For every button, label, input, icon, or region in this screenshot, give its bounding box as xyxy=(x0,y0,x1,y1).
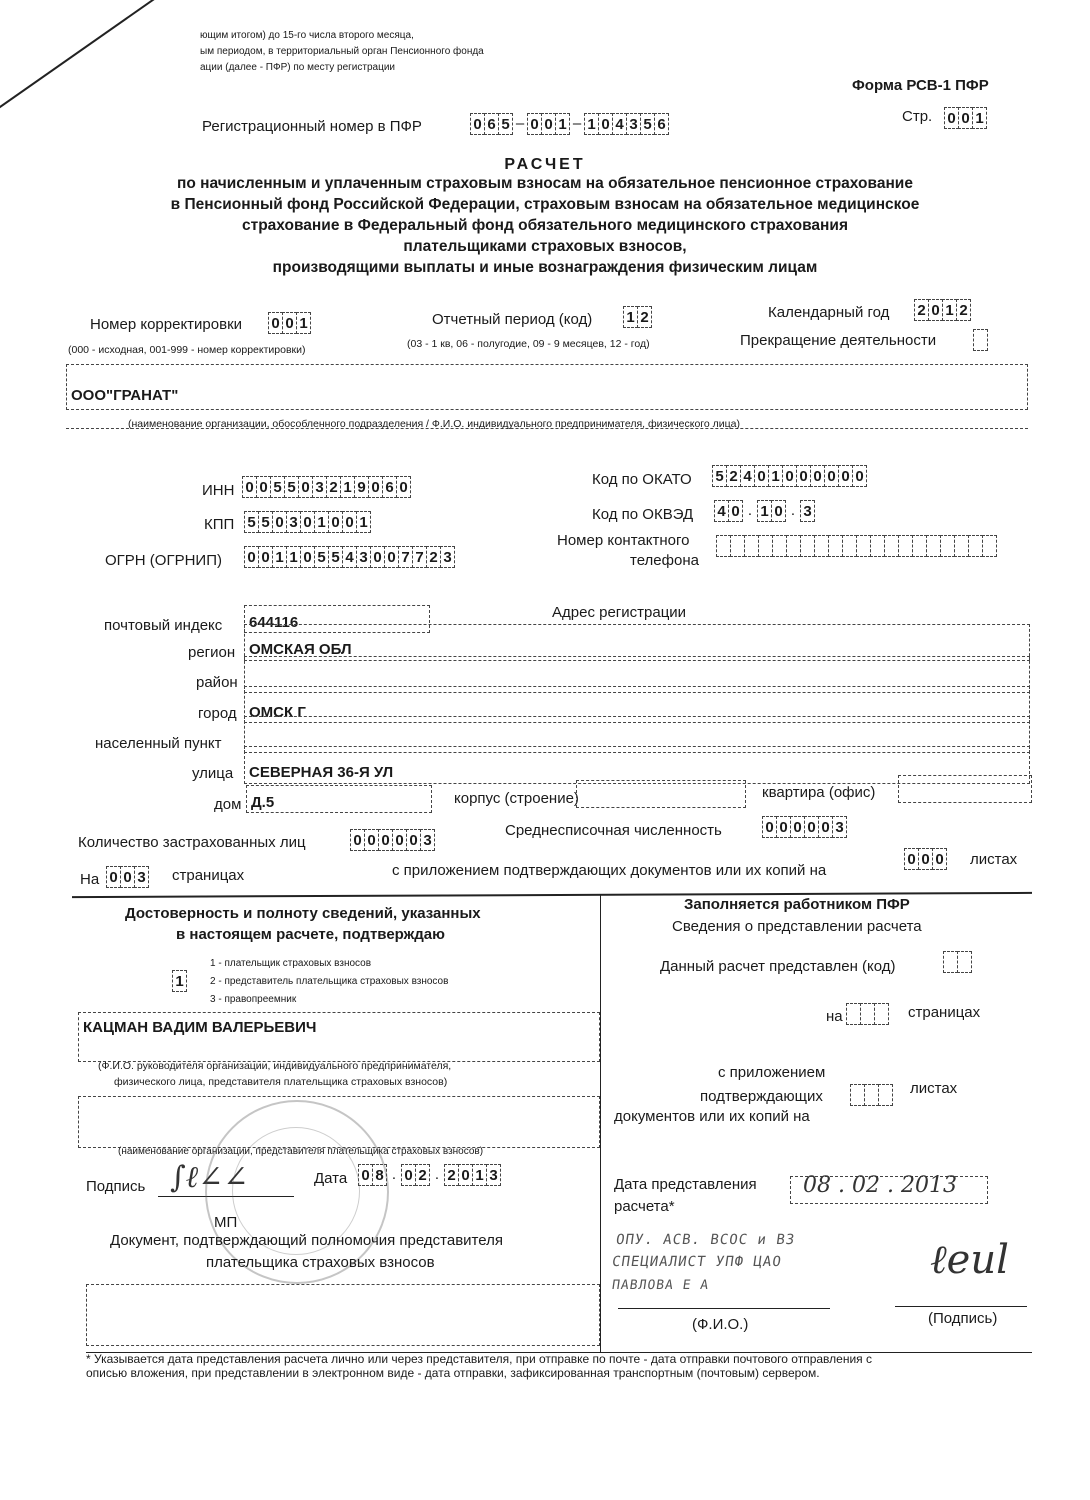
representative-org-hint: (наименование организации, представителя плательщика страховых взносов) xyxy=(118,1146,484,1157)
inn-cells[interactable] xyxy=(242,476,410,498)
empty-cell[interactable] xyxy=(772,535,787,557)
char-cell[interactable]: 5 xyxy=(712,465,727,487)
char-cell[interactable]: 0 xyxy=(384,546,399,568)
pfr-fio-line xyxy=(618,1308,830,1309)
char-cell[interactable]: 6 xyxy=(654,113,669,135)
phone-label-1: Номер контактного xyxy=(557,532,690,549)
attach-suffix: листах xyxy=(970,851,1018,868)
ogrn-label: ОГРН (ОГРНИП) xyxy=(105,552,222,569)
page-number-label: Стр. xyxy=(902,108,933,125)
insured-label: Количество застрахованных лиц xyxy=(78,834,306,851)
title-line-6: производящими выплаты и иные вознаграждения физическим лицам xyxy=(272,259,818,276)
pfr-date-label-1: Дата представления xyxy=(614,1176,757,1193)
pfr-attach-2: подтверждающих xyxy=(700,1088,823,1105)
char-cell[interactable]: 4 xyxy=(612,113,627,135)
char-cell[interactable]: 5 xyxy=(498,113,513,135)
house-field[interactable] xyxy=(246,785,432,813)
char-cell[interactable]: 5 xyxy=(270,476,285,498)
char-cell[interactable]: 1 xyxy=(272,546,287,568)
pfr-pages-cells[interactable] xyxy=(846,1003,888,1025)
pfr-sign-label: (Подпись) xyxy=(928,1310,998,1327)
empty-cell[interactable] xyxy=(716,535,731,557)
char-cell[interactable]: 0 xyxy=(762,816,777,838)
char-cell[interactable]: 0 xyxy=(106,866,121,888)
title-line-4: страхование в Федеральный фонд обязательного медицинского страхования xyxy=(241,217,848,234)
char-cell[interactable]: 4 xyxy=(740,465,755,487)
char-cell[interactable]: 0 xyxy=(904,848,919,870)
title-line-2: по начисленным и уплаченным страховым взносам на обязательное пенсионное страхование xyxy=(177,175,913,192)
pfr-sheets-label: листах xyxy=(910,1080,958,1097)
year-cells[interactable] xyxy=(914,299,970,321)
char-cell[interactable]: 7 xyxy=(412,546,427,568)
signer-fio-hint-2: физического лица, представителя плательщика страховых взносов) xyxy=(114,1076,448,1088)
char-cell[interactable]: 3 xyxy=(286,511,301,533)
empty-cell[interactable] xyxy=(968,535,983,557)
char-cell[interactable]: 2 xyxy=(914,299,929,321)
pfr-stamp-line-2: СПЕЦИАЛИСТ УПФ ЦАО xyxy=(610,1254,783,1270)
char-cell[interactable]: 1 xyxy=(623,306,638,328)
char-cell[interactable]: 3 xyxy=(800,500,815,522)
empty-cell[interactable] xyxy=(856,535,871,557)
cell-separator: . xyxy=(391,1166,397,1183)
empty-cell[interactable] xyxy=(842,535,857,557)
period-label: Отчетный период (код) xyxy=(432,311,593,328)
char-cell[interactable]: 1 xyxy=(286,546,301,568)
confirm-option-3: 3 - правопреемник xyxy=(210,994,297,1005)
char-cell[interactable]: 0 xyxy=(804,816,819,838)
pfr-stamp-line-1: ОПУ. АСВ. ВСОС и ВЗ xyxy=(614,1232,797,1248)
house-value: Д.5 xyxy=(251,794,275,811)
char-cell[interactable]: 4 xyxy=(342,546,357,568)
char-cell[interactable]: 3 xyxy=(832,816,847,838)
pages-suffix: страницах xyxy=(172,867,245,884)
char-cell[interactable]: 0 xyxy=(358,1164,373,1186)
apartment-label: квартира (офис) xyxy=(762,784,876,801)
pages-cells[interactable] xyxy=(106,866,148,888)
title-line-5: плательщиками страховых взносов, xyxy=(403,238,687,255)
pfr-sheets-cells[interactable] xyxy=(850,1084,892,1106)
empty-cell[interactable] xyxy=(744,535,759,557)
char-cell[interactable]: 0 xyxy=(944,107,959,129)
empty-cell[interactable] xyxy=(898,535,913,557)
empty-cell[interactable] xyxy=(926,535,941,557)
confirm-option-2: 2 - представитель плательщика страховых взносов xyxy=(210,976,449,987)
char-cell[interactable]: 3 xyxy=(312,476,327,498)
pfr-date-handwritten: 08 . 02 . 2013 xyxy=(803,1173,957,1198)
char-cell[interactable]: 0 xyxy=(378,829,393,851)
reg-number-cells[interactable] xyxy=(470,113,668,135)
kpp-label: КПП xyxy=(204,516,235,533)
char-cell[interactable]: 2 xyxy=(726,465,741,487)
confirm-heading-2: в настоящем расчете, подтверждаю xyxy=(176,926,445,943)
char-cell[interactable]: 5 xyxy=(284,476,299,498)
char-cell[interactable]: 0 xyxy=(120,866,135,888)
char-cell[interactable]: 2 xyxy=(415,1164,430,1186)
char-cell[interactable]: 0 xyxy=(810,465,825,487)
pfr-date-label-2: расчета* xyxy=(614,1198,675,1215)
signature-label: Подпись xyxy=(86,1178,146,1195)
correction-hint: (000 - исходная, 001-999 - номер корректировки) xyxy=(68,344,306,356)
period-cells[interactable] xyxy=(623,306,651,328)
empty-cell[interactable] xyxy=(730,535,745,557)
char-cell[interactable]: 0 xyxy=(268,312,283,334)
signer-fio-hint-1: (Ф.И.О. руководителя организации, индивидуального предпринимателя, xyxy=(98,1060,452,1072)
char-cell[interactable]: 0 xyxy=(928,299,943,321)
apartment-field[interactable] xyxy=(898,775,1032,803)
char-cell[interactable]: 0 xyxy=(242,476,257,498)
page-number-cells[interactable] xyxy=(944,107,986,129)
char-cell[interactable]: 2 xyxy=(426,546,441,568)
char-cell[interactable]: 0 xyxy=(818,816,833,838)
title-main: РАСЧЕТ xyxy=(504,156,586,173)
authority-doc-label-1: Документ, подтверждающий полномочия представителя xyxy=(110,1232,503,1249)
char-cell[interactable]: 2 xyxy=(637,306,652,328)
header-note-1: ющим итогом) до 15-го числа второго месяца, xyxy=(200,30,414,41)
char-cell[interactable]: 0 xyxy=(342,511,357,533)
correction-cells[interactable] xyxy=(268,312,310,334)
char-cell[interactable]: 1 xyxy=(472,1164,487,1186)
title-line-3: в Пенсионный фонд Российской Федерации, страховым взносам на обязательное медицинское xyxy=(170,196,920,213)
char-cell[interactable]: 0 xyxy=(258,546,273,568)
char-cell[interactable]: 0 xyxy=(272,511,287,533)
empty-cell[interactable] xyxy=(884,535,899,557)
header-note-3: ации (далее - ПФР) по месту регистрации xyxy=(200,62,395,73)
cell-separator: – xyxy=(515,115,525,132)
authority-doc-field[interactable] xyxy=(86,1284,600,1346)
char-cell[interactable]: 0 xyxy=(282,312,297,334)
zip-value: 644116 xyxy=(249,614,299,631)
char-cell[interactable]: 1 xyxy=(172,970,187,992)
cell-separator: . xyxy=(434,1166,440,1183)
char-cell[interactable]: 0 xyxy=(350,829,365,851)
pfr-heading: Заполняется работником ПФР xyxy=(684,896,910,913)
address-heading: Адрес регистрации xyxy=(552,604,687,621)
empty-cell[interactable] xyxy=(800,535,815,557)
empty-cell[interactable] xyxy=(874,1003,889,1025)
signer-fio: КАЦМАН ВАДИМ ВАЛЕРЬЕВИЧ xyxy=(83,1019,317,1036)
authority-doc-label-2: плательщика страховых взносов xyxy=(206,1254,435,1271)
char-cell[interactable]: 0 xyxy=(728,500,743,522)
zip-label: почтовый индекс xyxy=(104,617,223,634)
char-cell[interactable]: 1 xyxy=(768,465,783,487)
sign-date-label: Дата xyxy=(314,1170,348,1187)
char-cell[interactable]: 1 xyxy=(942,299,957,321)
empty-cell[interactable] xyxy=(846,1003,861,1025)
char-cell[interactable]: 0 xyxy=(776,816,791,838)
pfr-submitted-label: Данный расчет представлен (код) xyxy=(660,958,896,975)
header-note-2: ым периодом, в территориальный орган Пенсионного фонда xyxy=(200,46,484,57)
char-cell[interactable]: 8 xyxy=(372,1164,387,1186)
confirm-option-1: 1 - плательщик страховых взносов xyxy=(210,958,372,969)
page-corner-fold xyxy=(0,0,194,122)
organization-name-field[interactable] xyxy=(66,364,1028,410)
char-cell[interactable]: 0 xyxy=(541,113,556,135)
stamp-mp-label: МП xyxy=(214,1214,238,1231)
period-hint: (03 - 1 кв, 06 - полугодие, 09 - 9 месяцев, 12 - год) xyxy=(407,338,650,350)
char-cell[interactable]: 0 xyxy=(370,546,385,568)
char-cell[interactable]: 3 xyxy=(420,829,435,851)
signature-scribble-icon: ∫ℓ∠∠ xyxy=(170,1160,249,1195)
char-cell[interactable]: 0 xyxy=(396,476,411,498)
phone-cells[interactable] xyxy=(716,535,996,557)
char-cell[interactable]: 3 xyxy=(134,866,149,888)
char-cell[interactable]: 0 xyxy=(256,476,271,498)
char-cell[interactable]: 2 xyxy=(444,1164,459,1186)
char-cell[interactable]: 0 xyxy=(790,816,805,838)
char-cell[interactable]: 0 xyxy=(401,1164,416,1186)
char-cell[interactable]: 5 xyxy=(328,546,343,568)
char-cell[interactable]: 5 xyxy=(258,511,273,533)
signer-fio-field[interactable] xyxy=(78,1012,600,1062)
phone-label-2: телефона xyxy=(630,552,699,569)
empty-cell[interactable] xyxy=(814,535,829,557)
char-cell[interactable]: 7 xyxy=(398,546,413,568)
street-label: улица xyxy=(192,765,234,782)
empty-cell[interactable] xyxy=(940,535,955,557)
empty-cell[interactable] xyxy=(912,535,927,557)
char-cell[interactable]: 1 xyxy=(356,511,371,533)
char-cell[interactable]: 0 xyxy=(932,848,947,870)
cell-separator: . xyxy=(747,502,753,519)
confirm-heading-1: Достоверность и полноту сведений, указанных xyxy=(125,905,481,922)
ogrn-cells[interactable] xyxy=(244,546,454,568)
pfr-attach-1: с приложением xyxy=(718,1064,826,1081)
kpp-cells[interactable] xyxy=(244,511,370,533)
char-cell[interactable]: 1 xyxy=(972,107,987,129)
char-cell[interactable]: 3 xyxy=(626,113,641,135)
organization-hint: (наименование организации, обособленного подразделения / Ф.И.О. индивидуального предпринимателя, физического лица) xyxy=(128,418,741,430)
char-cell[interactable]: 0 xyxy=(918,848,933,870)
char-cell[interactable]: 0 xyxy=(796,465,811,487)
char-cell[interactable]: 0 xyxy=(244,546,259,568)
insured-cells[interactable] xyxy=(350,829,434,851)
city-value: ОМСК Г xyxy=(249,704,306,721)
char-cell[interactable]: 4 xyxy=(714,500,729,522)
char-cell[interactable]: 6 xyxy=(382,476,397,498)
empty-cell[interactable] xyxy=(758,535,773,557)
attach-label: с приложением подтверждающих документов или их копий на xyxy=(392,862,827,879)
char-cell[interactable]: 0 xyxy=(782,465,797,487)
organization-name: ООО"ГРАНАТ" xyxy=(71,387,179,404)
char-cell[interactable]: 6 xyxy=(484,113,499,135)
building-label: корпус (строение) xyxy=(454,790,579,807)
char-cell[interactable]: 0 xyxy=(300,546,315,568)
pfr-sign-line xyxy=(895,1306,1027,1307)
pfr-on-label: на xyxy=(826,1008,843,1025)
char-cell[interactable]: 3 xyxy=(440,546,455,568)
char-cell[interactable]: 2 xyxy=(326,476,341,498)
empty-cell[interactable] xyxy=(954,535,969,557)
okved-label: Код по ОКВЭД xyxy=(592,506,694,523)
pfr-pages-label: страницах xyxy=(908,1004,981,1021)
empty-cell[interactable] xyxy=(870,535,885,557)
house-label: дом xyxy=(214,796,242,813)
okved-cells[interactable] xyxy=(714,500,814,522)
char-cell[interactable]: 0 xyxy=(838,465,853,487)
char-cell[interactable]: 5 xyxy=(244,511,259,533)
char-cell[interactable]: 1 xyxy=(340,476,355,498)
char-cell[interactable]: 1 xyxy=(584,113,599,135)
char-cell[interactable]: 0 xyxy=(958,107,973,129)
char-cell[interactable]: 0 xyxy=(364,829,379,851)
empty-cell[interactable] xyxy=(850,1084,865,1106)
region-value: ОМСКАЯ ОБЛ xyxy=(249,641,352,658)
char-cell[interactable]: 3 xyxy=(356,546,371,568)
avg-label: Среднесписочная численность xyxy=(505,822,722,839)
char-cell[interactable]: 0 xyxy=(527,113,542,135)
pfr-subheading: Сведения о представлении расчета xyxy=(672,918,922,935)
pfr-stamp-line-3: ПАВЛОВА Е А xyxy=(610,1278,711,1293)
section-vertical-divider xyxy=(600,894,601,1352)
termination-label: Прекращение деятельности xyxy=(740,332,937,349)
year-label: Календарный год xyxy=(768,304,890,321)
char-cell[interactable]: 0 xyxy=(300,511,315,533)
correction-label: Номер корректировки xyxy=(90,316,243,333)
reg-number-label: Регистрационный номер в ПФР xyxy=(202,118,422,135)
cell-separator: . xyxy=(790,502,796,519)
empty-cell[interactable] xyxy=(860,1003,875,1025)
char-cell[interactable]: 0 xyxy=(470,113,485,135)
char-cell[interactable]: 0 xyxy=(771,500,786,522)
pfr-signature-icon: ℓeul xyxy=(930,1237,1009,1283)
pfr-attach-3: документов или их копий на xyxy=(614,1108,810,1125)
char-cell[interactable]: 0 xyxy=(406,829,421,851)
char-cell[interactable]: 0 xyxy=(824,465,839,487)
footnote-line-2: описью вложения, при представлении в электронном виде - дата отправки, зафиксированная транспортным (почтовым) сервером. xyxy=(86,1366,820,1380)
char-cell[interactable]: 1 xyxy=(555,113,570,135)
termination-cell[interactable] xyxy=(973,329,987,351)
cell-separator: – xyxy=(572,115,582,132)
char-cell[interactable]: 9 xyxy=(354,476,369,498)
building-field[interactable] xyxy=(576,780,746,808)
empty-cell[interactable] xyxy=(957,951,972,973)
okato-label: Код по ОКАТО xyxy=(592,471,692,488)
char-cell[interactable]: 5 xyxy=(314,546,329,568)
char-cell[interactable]: 0 xyxy=(598,113,613,135)
footnote-line-1: * Указывается дата представления расчета лично или через представителя, при отправке по почте - дата отправки почтового отправления с xyxy=(86,1352,872,1366)
empty-cell[interactable] xyxy=(943,951,958,973)
char-cell[interactable]: 0 xyxy=(298,476,313,498)
pfr-submitted-cells[interactable] xyxy=(943,951,971,973)
region-label: регион xyxy=(188,644,236,661)
settlement-label: населенный пункт xyxy=(95,735,222,752)
district-label: район xyxy=(196,674,238,691)
char-cell[interactable]: 1 xyxy=(314,511,329,533)
inn-label: ИНН xyxy=(202,482,235,499)
char-cell[interactable]: 0 xyxy=(368,476,383,498)
char-cell[interactable]: 1 xyxy=(757,500,772,522)
empty-cell[interactable] xyxy=(878,1084,893,1106)
char-cell[interactable]: 0 xyxy=(392,829,407,851)
pages-prefix: На xyxy=(80,871,100,888)
char-cell[interactable]: 5 xyxy=(640,113,655,135)
empty-cell[interactable] xyxy=(828,535,843,557)
city-label: город xyxy=(198,705,237,722)
empty-cell[interactable] xyxy=(786,535,801,557)
avg-cells[interactable] xyxy=(762,816,846,838)
empty-cell[interactable] xyxy=(982,535,997,557)
char-cell[interactable]: 0 xyxy=(754,465,769,487)
char-cell[interactable]: 1 xyxy=(296,312,311,334)
char-cell[interactable]: 0 xyxy=(852,465,867,487)
char-cell[interactable]: 0 xyxy=(328,511,343,533)
attach-cells[interactable] xyxy=(904,848,946,870)
pfr-fio-label: (Ф.И.О.) xyxy=(692,1316,749,1333)
char-cell[interactable]: 2 xyxy=(956,299,971,321)
pfr-date-field[interactable] xyxy=(790,1173,988,1204)
okato-cells[interactable] xyxy=(712,465,866,487)
empty-cell[interactable] xyxy=(864,1084,879,1106)
char-cell[interactable]: 0 xyxy=(458,1164,473,1186)
char-cell[interactable]: 3 xyxy=(486,1164,501,1186)
form-name: Форма РСВ-1 ПФР xyxy=(852,77,989,94)
street-value: СЕВЕРНАЯ 36-Я УЛ xyxy=(249,764,394,781)
confirm-code-cell[interactable] xyxy=(172,970,186,992)
